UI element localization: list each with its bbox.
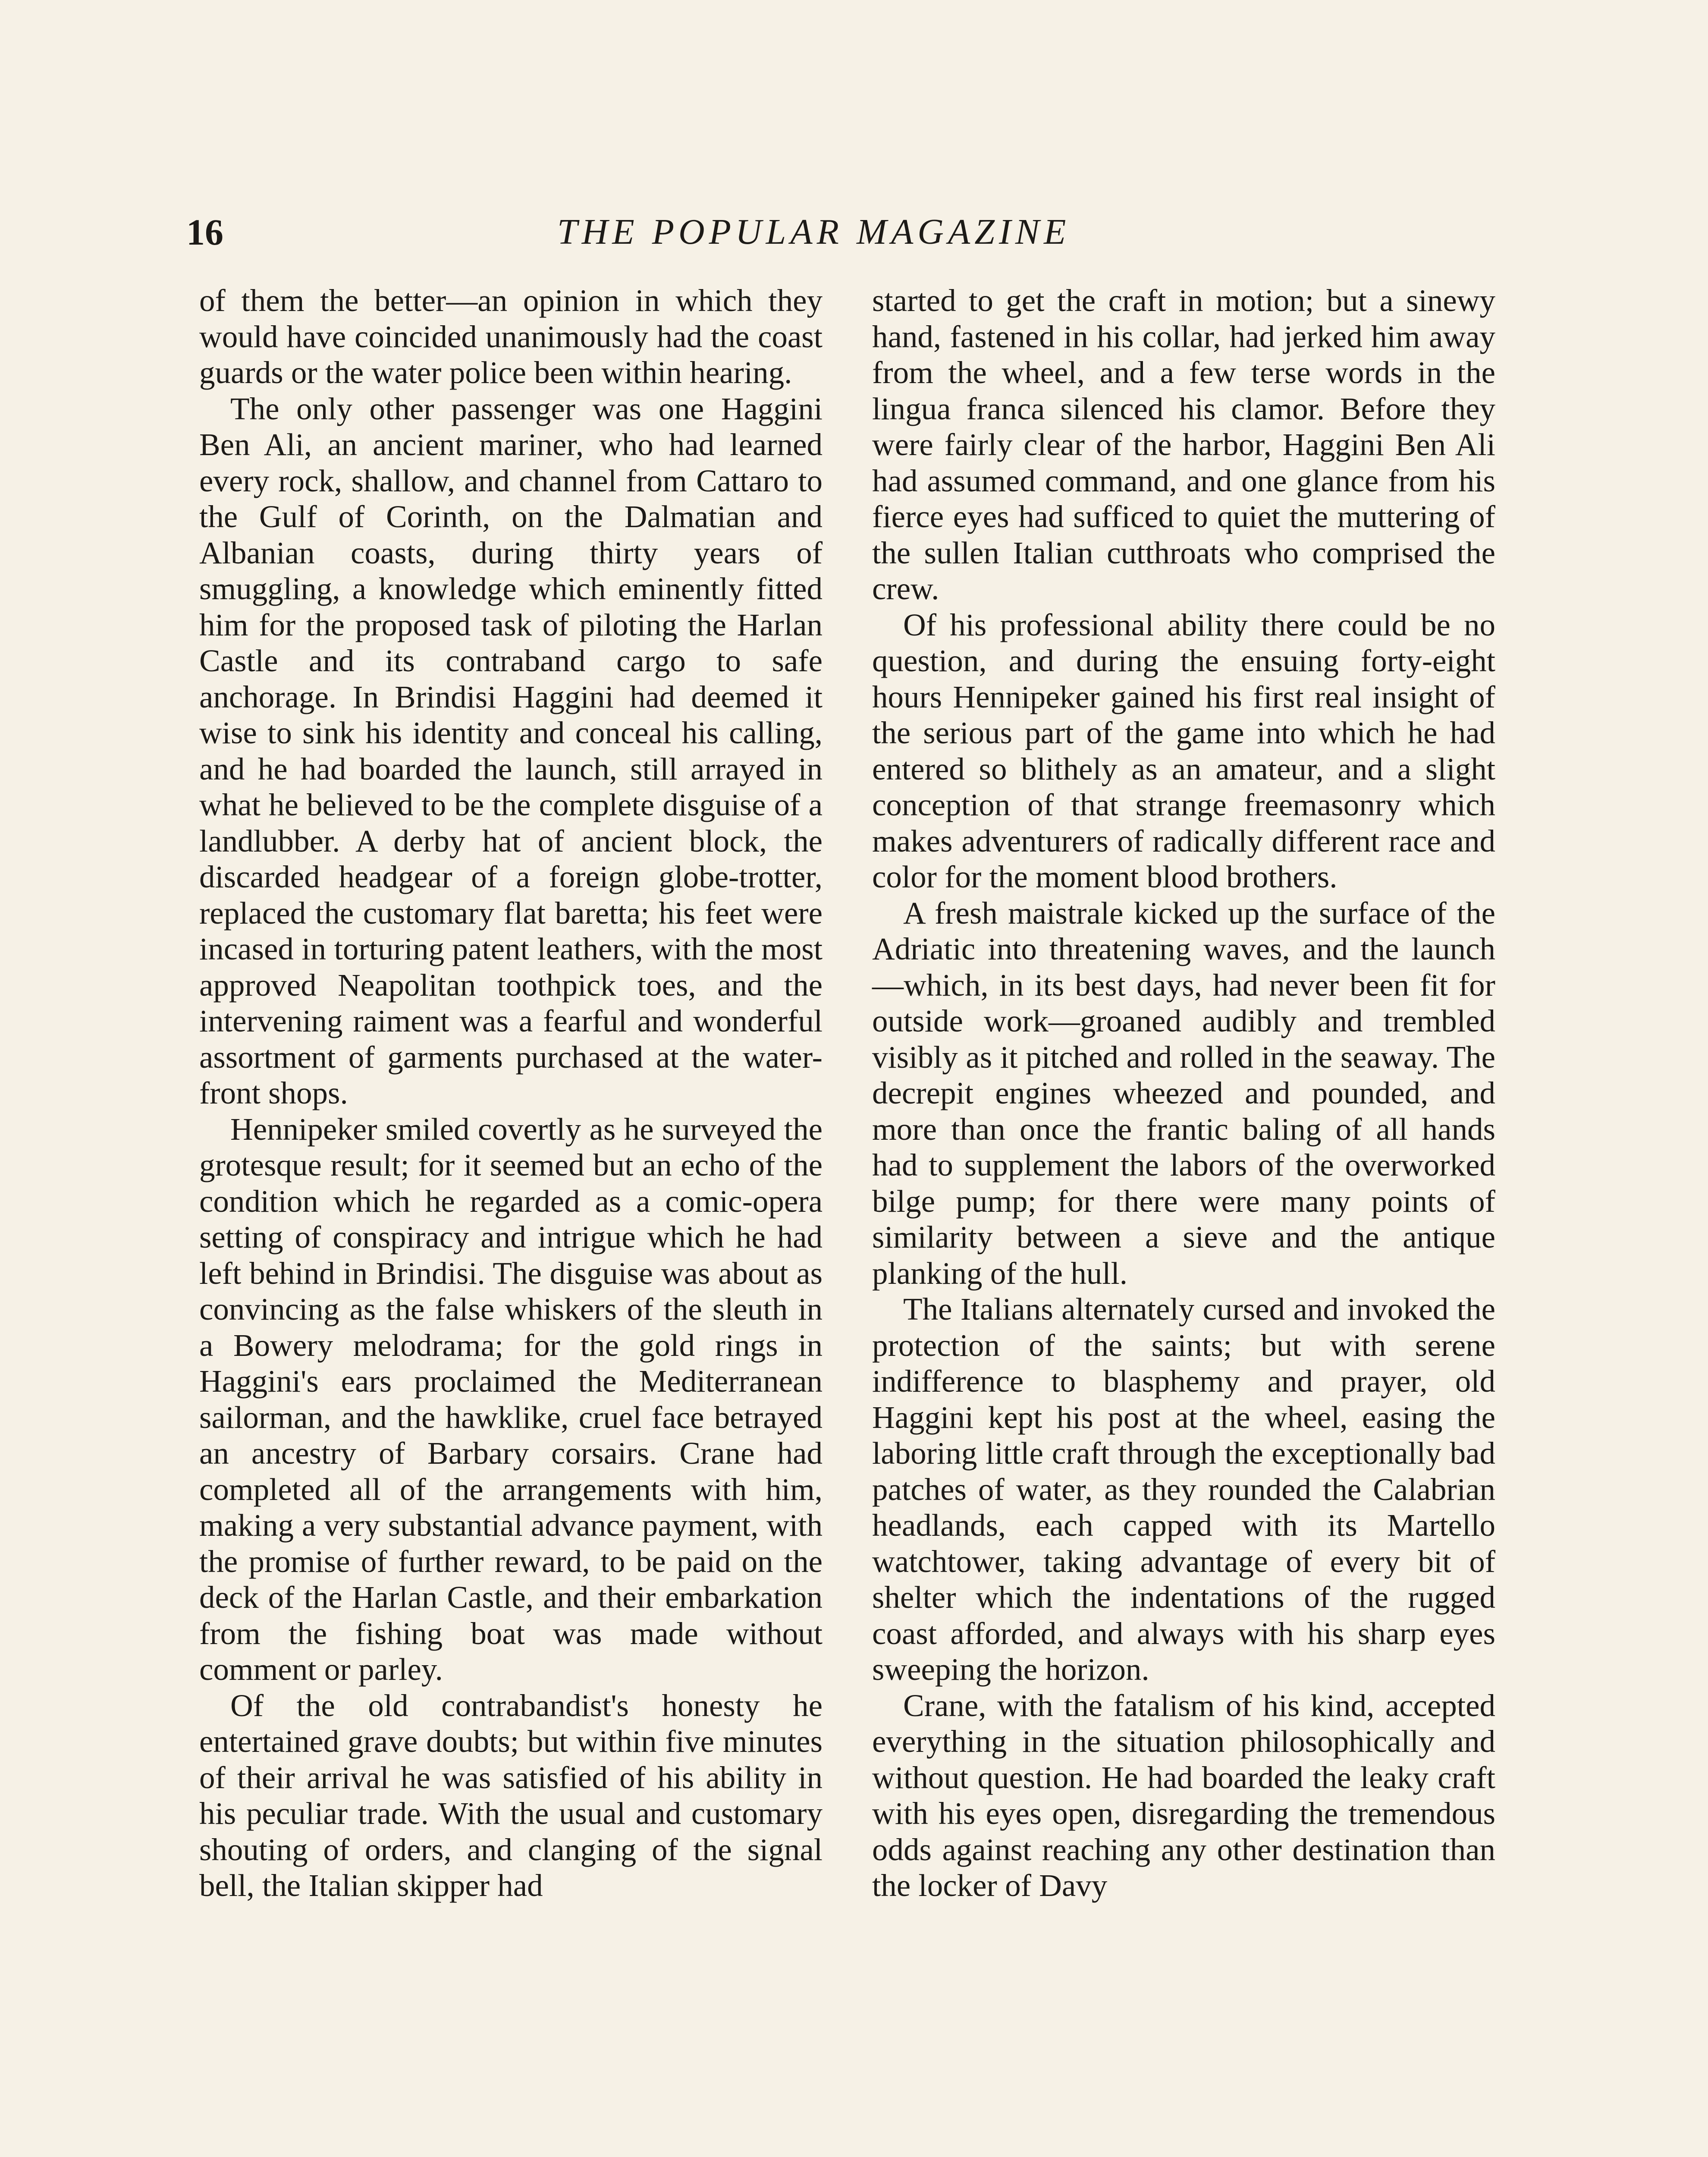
text-column-left [199, 283, 823, 1904]
paragraph: of them the better—an opinion in which they would have coincided unanimously had the coast guards or the water police been within hearing. [199, 283, 823, 390]
paragraph: Of the old contrabandist's honesty he entertained grave doubts; but within five minutes of their arrival he was satisfied of his ability in his peculiar trade. With the usual and customary shouting of orders, and clanging of the signal bell, the Italian skipper had [199, 1688, 823, 1903]
paragraph: started to get the craft in motion; but a sinewy hand, fastened in his collar, had jerked him away from the wheel, and a few terse words in the lingua franca silenced his clamor. Before they were fairly clear of the harbor, Haggini Ben Ali had assumed command, and one glance from his fierce eyes had sufficed to quiet the muttering of the sullen Italian cutthroats who comprised the crew. [872, 283, 1495, 606]
paragraph: A fresh maistrale kicked up the surface of the Adriatic into threatening waves, and the launch—which, in its best days, had never been fit for outside work—groaned audibly and trembled visibly as it pitched and rolled in the seaway. The decrepit engines wheezed and pounded, and more than once the frantic baling of all hands had to supplement the labors of the overworked bilge pump; for there were many points of similarity between a sieve and the antique planking of the hull. [872, 895, 1495, 1291]
text-column-right [872, 283, 1495, 1904]
page-header [186, 206, 1506, 258]
paragraph: Hennipeker smiled covertly as he surveyed the grotesque result; for it seemed but an echo of the condition which he regarded as a comic-opera setting of conspiracy and intrigue which he had left behind in Brindisi. The disguise was about as convincing as the false whiskers of the sleuth in a Bowery melodrama; for the gold rings in Haggini's ears proclaimed the Mediterranean sailorman, and the hawklike, cruel face betrayed an ancestry of Barbary corsairs. Crane had completed all of the arrangements with him, making a very substantial advance payment, with the promise of further reward, to be paid on the deck of the Harlan Castle, and their embarkation from the fishing boat was made without comment or parley. [199, 1111, 823, 1687]
page-number: 16 [186, 211, 223, 253]
paragraph: The Italians alternately cursed and invoked the protection of the saints; but with serene indifference to blasphemy and prayer, old Haggini kept his post at the wheel, easing the laboring little craft through the exceptionally bad patches of water, as they rounded the Calabrian headlands, each capped with its Martello watchtower, taking advantage of every bit of shelter which the indentations of the rugged coast afforded, and always with his sharp eyes sweeping the horizon. [872, 1292, 1495, 1687]
paragraph: The only other passenger was one Haggini Ben Ali, an ancient mariner, who had learned every rock, shallow, and channel from Cattaro to the Gulf of Corinth, on the Dalmatian and Albanian coasts, during thirty years of smuggling, a knowledge which eminently fitted him for the proposed task of piloting the Harlan Castle and its contraband cargo to safe anchorage. In Brindisi Haggini had deemed it wise to sink his identity and conceal his calling, and he had boarded the launch, still arrayed in what he believed to be the complete disguise of a landlubber. A derby hat of ancient block, the discarded headgear of a foreign globe-trotter, replaced the customary flat baretta; his feet were incased in torturing patent leathers, with the most approved Neapolitan toothpick toes, and the intervening raiment was a fearful and wonderful assortment of garments purchased at the water-front shops. [199, 391, 823, 1110]
running-title: THE POPULAR MAGAZINE [557, 212, 1071, 252]
paragraph: Of his professional ability there could be no question, and during the ensuing forty-eight hours Hennipeker gained his first real insight of the serious part of the game into which he had entered so blithely as an amateur, and a slight conception of that strange freemasonry which makes adventurers of radically different race and color for the moment blood brothers. [872, 607, 1495, 894]
paragraph: Crane, with the fatalism of his kind, accepted everything in the situation philosophically and without question. He had boarded the leaky craft with his eyes open, disregarding the tremendous odds against reaching any other destination than the locker of Davy [872, 1688, 1495, 1903]
